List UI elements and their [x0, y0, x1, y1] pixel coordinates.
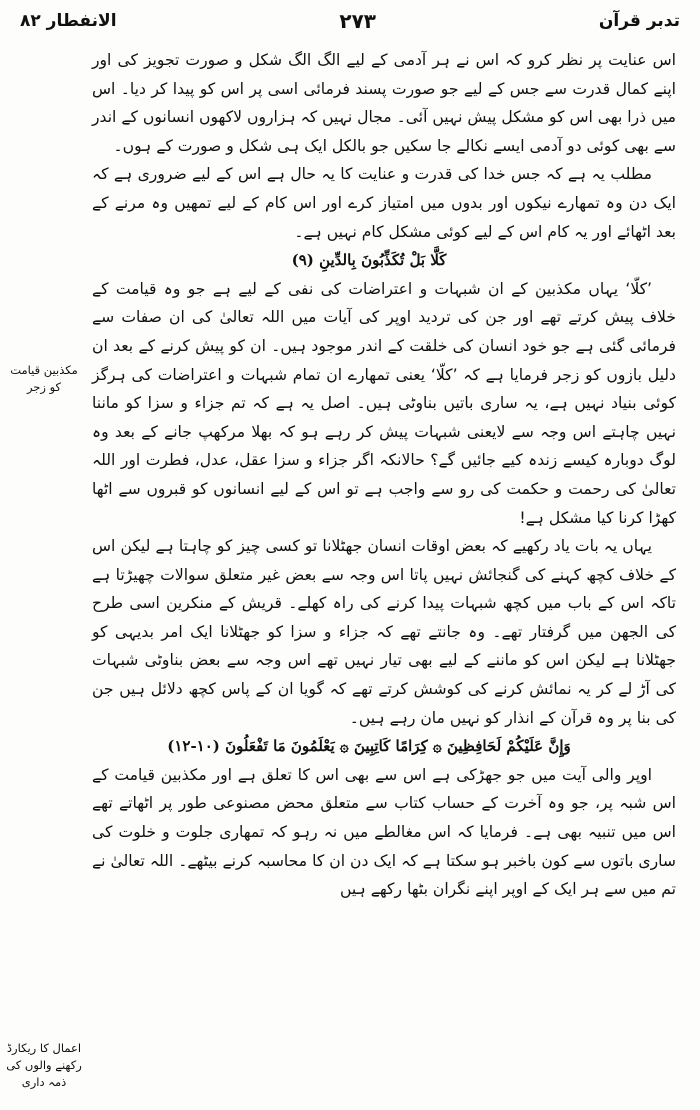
surah-reference: الانفطار ۸۲ [20, 11, 117, 31]
paragraph: ’کلّا‘ یہاں مکذبین کے ان شبہات و اعتراضات کی نفی کے لیے ہے جو وہ قیامت کے خلاف پیش کرتے تھے اور جن کی تردید اوپر کی آیات میں اللہ تعالیٰ کی ان صفات سے فرمائی گئی ہے جو خود انسان کی خلقت کے اندر موجود ہیں۔ ان کو پیش کرنے کے بعد ان دلیل بازوں کو زجر فرمایا ہے کہ ’کلّا‘ یعنی تمھارے ان تمام شبہات و اعتراضات کی ہرگز کوئی بنیاد نہیں ہے، یہ ساری باتیں بناوٹی ہیں۔ اصل یہ ہے کہ تم جزاء و سزا کو ماننا نہیں چاہتے اس وجہ سے لایعنی شبہات پیش کر رہے ہو کہ بھلا مرکھپ جانے کے بعد وہ لوگ دوبارہ کیسے زندہ کیے جائیں گے؟ حالانکہ اگر جزاء و سزا عقل، عدل، فطرت اور اللہ تعالیٰ کی رحمت و حکمت کی رو سے واجب ہے تو اس کے لیے انسانوں کو قبروں سے اٹھا کھڑا کرنا کیا مشکل ہے! [92, 279, 676, 527]
margin-note-record-keepers: اعمال کا ریکارڈ رکھنے والوں کی ذمہ داری [6, 1041, 82, 1089]
page-header [20, 6, 680, 36]
book-title: تدبر قرآن [598, 11, 680, 31]
paragraph: اوپر والی آیت میں جو جھڑکی ہے اس سے بھی اس کا تعلق ہے اور مکذبین قیامت کے اس شبہ پر، جو وہ آخرت کے حساب کتاب سے متعلق محض مصنوعی طور پر اٹھاتے تھے اس میں تنبیہ بھی ہے۔ فرمایا کہ اس مغالطے میں نہ رہو کہ تمھاری جلوت و خلوت کی ساری باتوں سے کون باخبر ہو سکتا ہے کہ ایک دن ان کا محاسبہ کرنے بیٹھے۔ اللہ تعالیٰ نے تم میں سے ہر ایک کے اوپر اپنے نگران بٹھا رکھے ہیں [92, 765, 676, 899]
page-body [92, 46, 676, 1106]
margin-note-rejecters: مکذبین قیامت کو زجر [10, 363, 78, 394]
paragraph: اس عنایت پر نظر کرو کہ اس نے ہر آدمی کے لیے الگ الگ شکل و صورت تجویز کی اور اپنے کمال قدرت سے جس کے لیے جو صورت پسند فرمائی اسی پر اس کو پیدا کر دیا۔ اس میں ذرا بھی اس کو مشکل پیش نہیں آئی۔ مجال نہیں کہ ہزاروں لاکھوں انسانوں کے اندر سے بھی کوئی دو آدمی ایسے نکالے جا سکیں جو بالکل ایک ہی شکل و صورت کے ہوں۔ [92, 51, 676, 155]
paragraph: یہاں یہ بات یاد رکھیے کہ بعض اوقات انسان جھٹلانا تو کسی چیز کو چاہتا ہے لیکن اس کے خلاف کچھ کہنے کی گنجائش نہیں پاتا اس وجہ سے بعض غیر متعلق سوالات چھیڑتا ہے تاکہ اس کے باب میں کچھ شبہات پیدا کرنے کی راہ کھلے۔ قریش کے منکرین اسی طرح کی الجھن میں گرفتار تھے۔ وہ جانتے تھے کہ جزاء و سزا کو جھٹلانا ایک امر بدیہی کو جھٹلانا ہے لیکن اس کو ماننے کے لیے بھی تیار نہیں تھے اس وجہ سے بعض بناوٹی شبہات کی آڑ لے کر یہ نمائش کرنے کی کوشش کرتے تھے کہ گویا ان کے پاس کچھ دلائل ہیں جن کی بنا پر وہ قرآن کے انذار کو نہیں مان رہے ہیں۔ [92, 537, 676, 727]
quran-verse-10-12: وَإِنَّ عَلَيْكُمْ لَحَافِظِينَ ۞ كِرَامًا كَاتِبِينَ ۞ يَعْلَمُونَ مَا تَفْعَلُونَ (۱۰-۱۲) [167, 737, 571, 756]
paragraph: مطلب یہ ہے کہ جس خدا کی قدرت و عنایت کا یہ حال ہے اس کے لیے ضروری ہے کہ ایک دن وہ تمھارے نیکوں اور بدوں میں امتیاز کرے اور اس کام کے لیے تمھیں وہ مرنے کے بعد اٹھائے اور یہ کام اس کے لیے کوئی مشکل کام نہیں ہے۔ [92, 165, 676, 241]
quran-verse-9: كَلَّا بَلْ تُكَذِّبُونَ بِالدِّينِ (۹) [291, 251, 447, 270]
page-number: ۲۷۳ [339, 9, 377, 33]
